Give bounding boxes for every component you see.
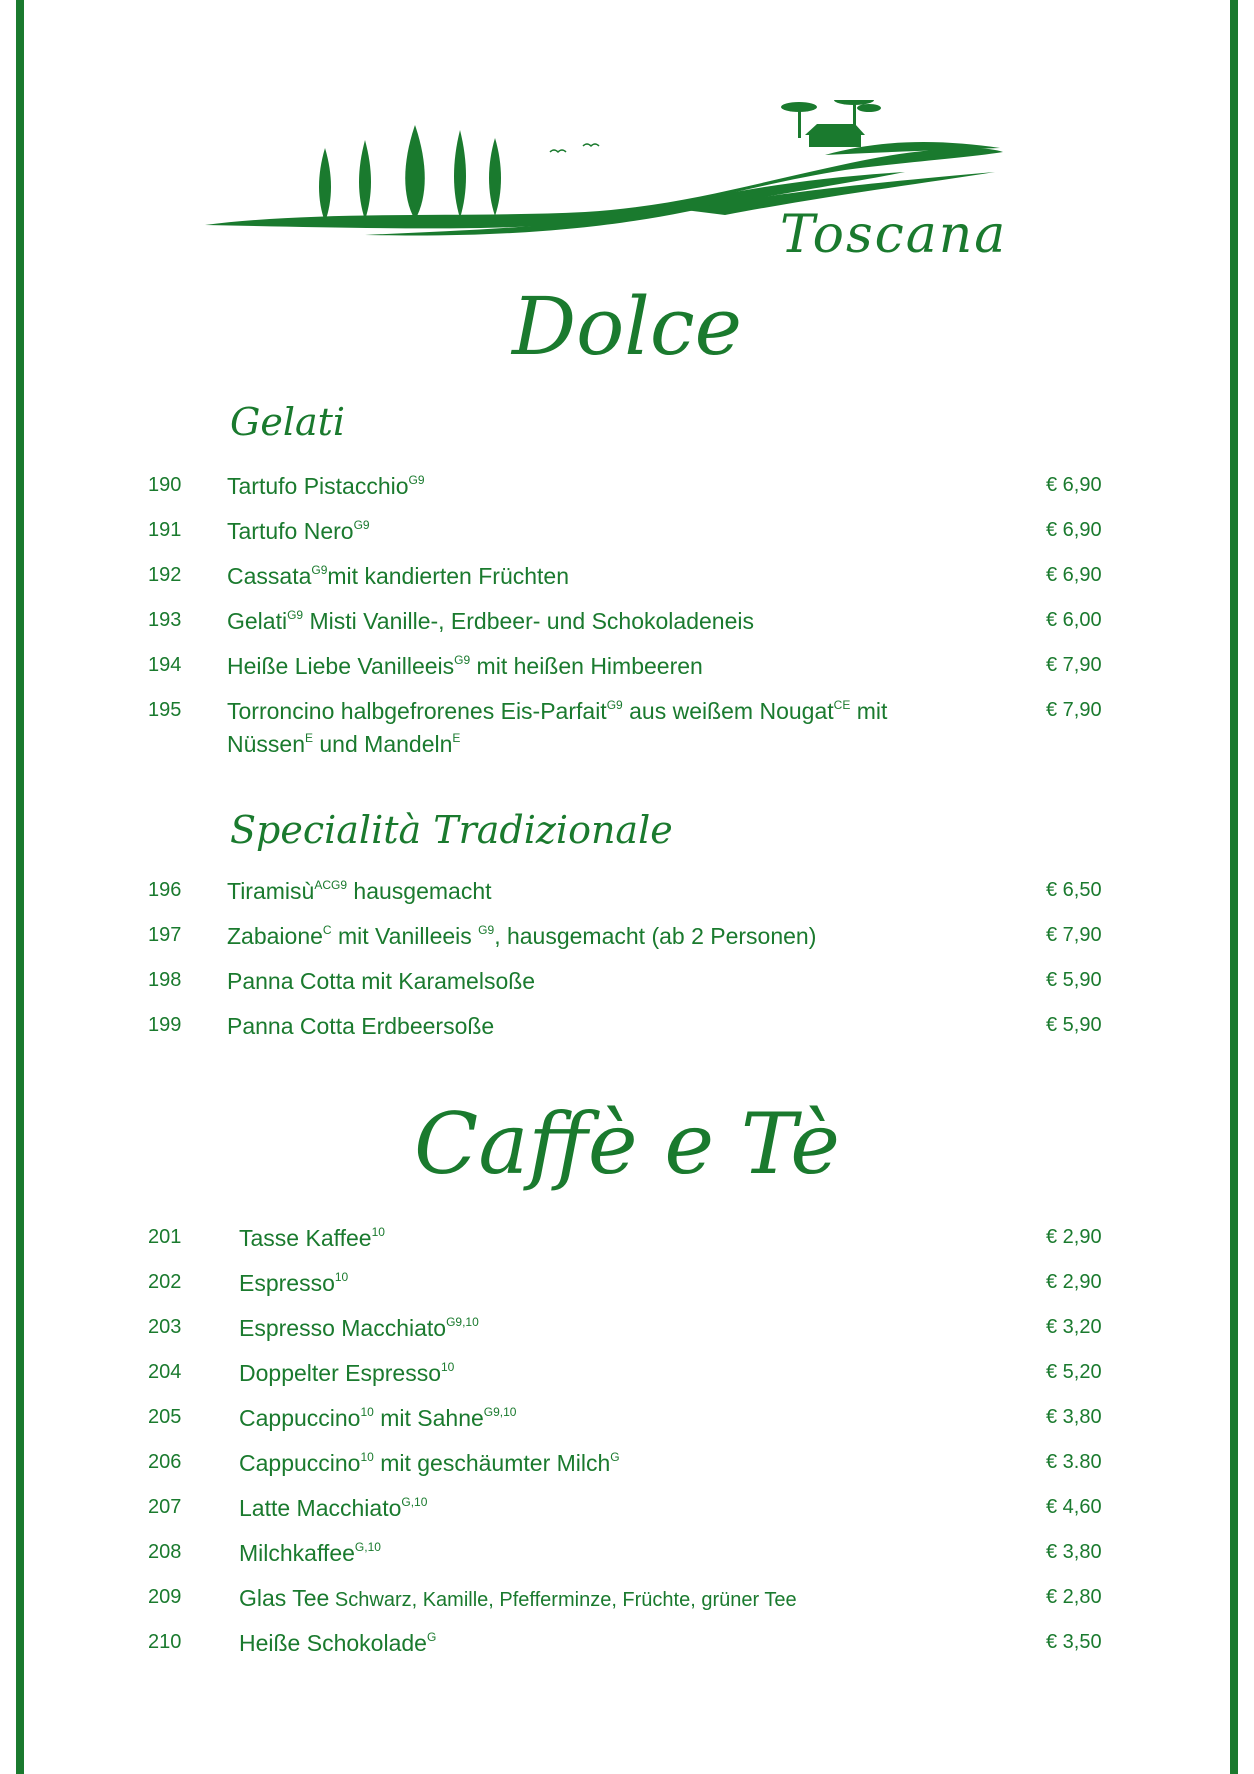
item-name-text: Cappuccino: [239, 1405, 361, 1431]
item-name-text: hausgemacht: [347, 878, 492, 904]
item-number: 198: [148, 969, 182, 991]
item-price: € 2,90: [1046, 1226, 1102, 1248]
item-name-text: Tasse Kaffee: [239, 1225, 372, 1251]
allergen-code: G9: [287, 608, 304, 622]
menu-item: [0, 470, 1254, 514]
item-number: 197: [148, 924, 182, 946]
menu-item: [0, 1447, 1254, 1491]
brand-name: Toscana: [780, 205, 1008, 265]
item-description: Schwarz, Kamille, Pfefferminze, Früchte, grüner Tee: [329, 1589, 797, 1611]
allergen-code: G9: [408, 473, 425, 487]
item-name: [239, 1357, 989, 1390]
allergen-code: E: [452, 731, 461, 745]
allergen-code: 10: [360, 1450, 374, 1464]
item-name: [227, 515, 977, 548]
item-price: € 7,90: [1046, 654, 1102, 676]
allergen-code: 10: [371, 1225, 385, 1239]
item-price: € 6,00: [1046, 609, 1102, 631]
caffe-heading: Caffè e Tè: [414, 1095, 840, 1193]
item-price: € 7,90: [1046, 924, 1102, 946]
item-number: 191: [148, 519, 182, 541]
item-name: [227, 965, 977, 998]
item-name-text: Milchkaffee: [239, 1540, 355, 1566]
item-name-text: Espresso: [239, 1270, 335, 1296]
allergen-code: G,10: [354, 1540, 381, 1554]
item-name-text: Heiße Schokolade: [239, 1630, 427, 1656]
allergen-code: 10: [334, 1270, 349, 1284]
menu-item: [0, 1402, 1254, 1446]
menu-item: [0, 965, 1254, 1009]
menu-item: [0, 1267, 1254, 1311]
item-name: [227, 605, 977, 638]
item-name-text: mit Sahne: [373, 1405, 484, 1431]
item-name: [227, 875, 977, 908]
item-number: 210: [148, 1631, 182, 1653]
menu-item: [0, 695, 1254, 757]
item-number: 194: [148, 654, 182, 676]
item-name-text: aus weißem Nougat: [622, 698, 834, 724]
item-name-text: Doppelter Espresso: [239, 1360, 441, 1386]
item-name-text: Latte Macchiato: [239, 1495, 402, 1521]
menu-item: [0, 1537, 1254, 1581]
item-name-text: , hausgemacht (ab 2 Personen): [494, 923, 817, 949]
item-name-text: Gelati: [227, 608, 288, 634]
allergen-code: G9: [454, 653, 471, 667]
menu-item: [0, 605, 1254, 649]
allergen-code: 10: [441, 1360, 455, 1374]
item-price: € 2,90: [1046, 1271, 1102, 1293]
allergen-code: G9: [478, 923, 495, 937]
specialita-section-title: Specialità Tradizionale: [230, 808, 673, 852]
allergen-code: G: [426, 1630, 437, 1644]
item-name: [239, 1492, 989, 1525]
allergen-code: G9,10: [483, 1405, 517, 1419]
item-price: € 6,90: [1046, 474, 1102, 496]
item-price: € 5,90: [1046, 1014, 1102, 1036]
menu-item: [0, 920, 1254, 964]
menu-item: [0, 560, 1254, 604]
item-number: 201: [148, 1226, 182, 1248]
allergen-code: ACG9: [314, 878, 348, 892]
menu-item: [0, 1492, 1254, 1536]
allergen-code: G9: [353, 518, 370, 532]
menu-item: [0, 1582, 1254, 1626]
menu-item: [0, 515, 1254, 559]
item-name: [239, 1267, 989, 1300]
item-name: [239, 1447, 989, 1480]
menu-item: [0, 1010, 1254, 1054]
item-number: 193: [148, 609, 182, 631]
item-price: € 3,50: [1046, 1631, 1102, 1653]
item-name-text: mit kandierten Früchten: [327, 563, 570, 589]
allergen-code: 10: [360, 1405, 374, 1419]
menu-item: [0, 875, 1254, 919]
item-name-text: Panna Cotta mit Karamelsoße: [227, 968, 536, 994]
menu-item: [0, 650, 1254, 694]
item-name-text: Heiße Liebe Vanilleeis: [227, 653, 455, 679]
menu-item: [0, 1222, 1254, 1266]
item-name-text: Cappuccino: [239, 1450, 361, 1476]
item-price: € 4,60: [1046, 1496, 1102, 1518]
item-price: € 6,90: [1046, 519, 1102, 541]
item-name: [227, 560, 977, 593]
item-name-text: Zabaione: [227, 923, 323, 949]
item-price: € 3.80: [1046, 1451, 1102, 1473]
item-name: [227, 650, 977, 683]
menu-item: [0, 1627, 1254, 1671]
item-name: [227, 1010, 977, 1043]
item-price: € 5,90: [1046, 969, 1102, 991]
dolce-heading: Dolce: [511, 280, 743, 373]
item-name-text: und Mandeln: [313, 731, 453, 757]
item-number: 202: [148, 1271, 182, 1293]
item-number: 204: [148, 1361, 182, 1383]
menu-item: [0, 1312, 1254, 1356]
item-name-text: Tartufo Nero: [227, 518, 354, 544]
item-price: € 3,20: [1046, 1316, 1102, 1338]
item-name: [239, 1627, 989, 1660]
item-name: [227, 695, 977, 761]
item-number: 205: [148, 1406, 182, 1428]
item-name-text: Espresso Macchiato: [239, 1315, 447, 1341]
allergen-code: G9: [311, 563, 328, 577]
allergen-code: C: [322, 923, 332, 937]
item-number: 199: [148, 1014, 182, 1036]
item-name-text: Cassata: [227, 563, 312, 589]
item-number: 192: [148, 564, 182, 586]
item-number: 208: [148, 1541, 182, 1563]
item-name-text: Tiramisù: [227, 878, 315, 904]
item-name-text: mit heißen Himbeeren: [470, 653, 703, 679]
item-number: 206: [148, 1451, 182, 1473]
item-name: [239, 1402, 989, 1435]
item-name-text: Glas Tee: [239, 1585, 330, 1611]
item-number: 203: [148, 1316, 182, 1338]
item-number: 207: [148, 1496, 182, 1518]
item-name-text: mit geschäumter Milch: [373, 1450, 611, 1476]
allergen-code: G: [610, 1450, 620, 1464]
allergen-code: G9: [606, 698, 623, 712]
item-price: € 3,80: [1046, 1406, 1102, 1428]
item-name-text: Tartufo Pistacchio: [227, 473, 409, 499]
item-number: 209: [148, 1586, 182, 1608]
item-name-text: mit Vanilleeis: [331, 923, 479, 949]
item-number: 196: [148, 879, 182, 901]
item-name: [239, 1537, 989, 1570]
item-name: [239, 1312, 989, 1345]
allergen-code: CE: [833, 698, 851, 712]
item-name-text: mit Nüssen: [227, 698, 888, 757]
item-name: [227, 920, 977, 953]
item-price: € 5,20: [1046, 1361, 1102, 1383]
item-name-text: Misti Vanille-, Erdbeer- und Schokoladeneis: [303, 608, 754, 634]
item-price: € 3,80: [1046, 1541, 1102, 1563]
item-price: € 2,80: [1046, 1586, 1102, 1608]
allergen-code: G9,10: [446, 1315, 479, 1329]
menu-item: [0, 1357, 1254, 1401]
item-name-text: Torroncino halbgefrorenes Eis-Parfait: [227, 698, 607, 724]
item-name: [239, 1222, 989, 1255]
allergen-code: E: [304, 731, 313, 745]
item-price: € 6,90: [1046, 564, 1102, 586]
item-name-text: Panna Cotta Erdbeersoße: [227, 1013, 495, 1039]
gelati-section-title: Gelati: [230, 400, 346, 444]
item-name: [239, 1582, 989, 1617]
item-price: € 6,50: [1046, 879, 1102, 901]
item-number: 190: [148, 474, 182, 496]
item-price: € 7,90: [1046, 699, 1102, 721]
item-number: 195: [148, 699, 182, 721]
item-name: [227, 470, 977, 503]
allergen-code: G,10: [401, 1495, 428, 1509]
